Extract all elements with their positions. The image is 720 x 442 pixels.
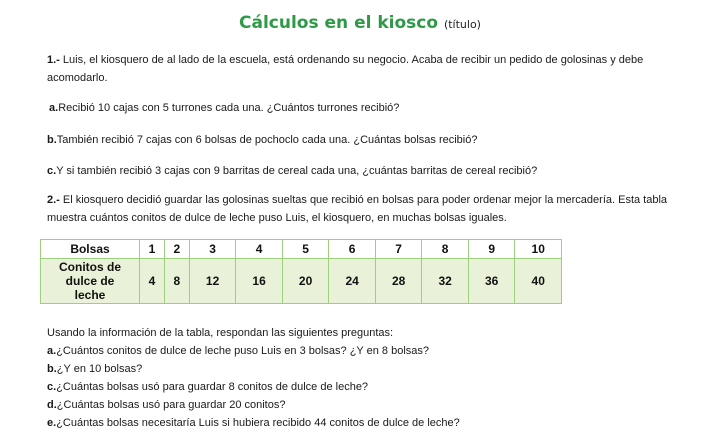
problem-1-number: 1.- — [47, 54, 60, 66]
bags-cell: 4 — [236, 240, 283, 259]
problem-1-item-b — [47, 131, 672, 149]
bags-cell: 6 — [329, 240, 376, 259]
problem-1-item-c — [47, 162, 672, 180]
questions-block — [47, 324, 687, 432]
question-letter: a. — [47, 345, 57, 357]
bags-cell: 7 — [375, 240, 422, 259]
bags-cell: 3 — [189, 240, 236, 259]
bags-cell: 2 — [164, 240, 189, 259]
question-text: ¿Cuántas bolsas usó para guardar 8 conitos de dulce de leche? — [56, 381, 369, 393]
question-d — [47, 396, 687, 414]
question-text: ¿Y en 10 bolsas? — [56, 363, 143, 375]
item-letter: c. — [47, 165, 57, 177]
conitos-cell: 36 — [468, 259, 515, 304]
bags-row — [41, 240, 562, 259]
conitos-cell: 32 — [422, 259, 469, 304]
question-letter: c. — [47, 381, 57, 393]
conitos-cell: 20 — [282, 259, 329, 304]
problem-1-item-a — [49, 99, 674, 117]
question-b — [47, 360, 687, 378]
problem-2-statement — [47, 191, 672, 227]
conitos-cell: 40 — [515, 259, 562, 304]
question-letter: e. — [47, 417, 57, 429]
title-main: Cálculos en el kiosco — [239, 13, 439, 33]
conitos-label-line: leche — [74, 288, 106, 302]
conitos-cell: 12 — [189, 259, 236, 304]
item-letter: b. — [47, 134, 57, 146]
question-text: ¿Cuántas bolsas usó para guardar 20 conitos? — [56, 399, 286, 411]
problem-1-statement — [47, 51, 672, 87]
bags-cell: 10 — [515, 240, 562, 259]
question-a — [47, 342, 687, 360]
question-text: ¿Cuántas bolsas necesitaría Luis si hubiera recibido 44 conitos de dulce de leche? — [56, 417, 460, 429]
conitos-label-line: dulce de — [65, 274, 115, 288]
conitos-row-label — [41, 259, 140, 304]
bags-row-label: Bolsas — [41, 240, 140, 259]
questions-intro: Usando la información de la tabla, respondan las siguientes preguntas: — [47, 327, 394, 339]
problem-2-number: 2.- — [47, 194, 60, 206]
conitos-cell: 16 — [236, 259, 283, 304]
question-letter: d. — [47, 399, 57, 411]
conitos-cell: 28 — [375, 259, 422, 304]
question-e — [47, 414, 687, 432]
bags-cell: 5 — [282, 240, 329, 259]
title-note: (título) — [443, 18, 481, 31]
question-text: ¿Cuántos conitos de dulce de leche puso Luis en 3 bolsas? ¿Y en 8 bolsas? — [56, 345, 430, 357]
bags-cell: 9 — [468, 240, 515, 259]
question-c — [47, 378, 687, 396]
problem-1-text: Luis, el kiosquero de al lado de la escuela, está ordenando su negocio. Acaba de recibir un pedido de golosinas y debe acomodarlo. — [47, 54, 644, 84]
conitos-cell: 24 — [329, 259, 376, 304]
problem-2-text: El kiosquero decidió guardar las golosinas sueltas que recibió en bolsas para poder ordenar mejor la mercadería. Esta tabla muestra cuántos conitos de dulce de leche puso Luis, el kiosquero, en muchas bolsas iguales. — [47, 194, 668, 224]
question-letter: b. — [47, 363, 57, 375]
bags-table — [40, 239, 562, 304]
worksheet-title — [0, 13, 720, 33]
bags-cell: 8 — [422, 240, 469, 259]
item-text: Y si también recibió 3 cajas con 9 barritas de cereal cada una, ¿cuántas barritas de cereal recibió? — [56, 165, 538, 177]
bags-cell: 1 — [140, 240, 165, 259]
item-text: También recibió 7 cajas con 6 bolsas de pochoclo cada una. ¿Cuántas bolsas recibió? — [56, 134, 478, 146]
conitos-cell: 4 — [140, 259, 165, 304]
conitos-label-line: Conitos de — [59, 260, 121, 274]
item-text: Recibió 10 cajas con 5 turrones cada una. ¿Cuántos turrones recibió? — [58, 102, 400, 114]
conitos-cell: 8 — [164, 259, 189, 304]
item-letter: a. — [49, 102, 59, 114]
conitos-row — [41, 259, 562, 304]
